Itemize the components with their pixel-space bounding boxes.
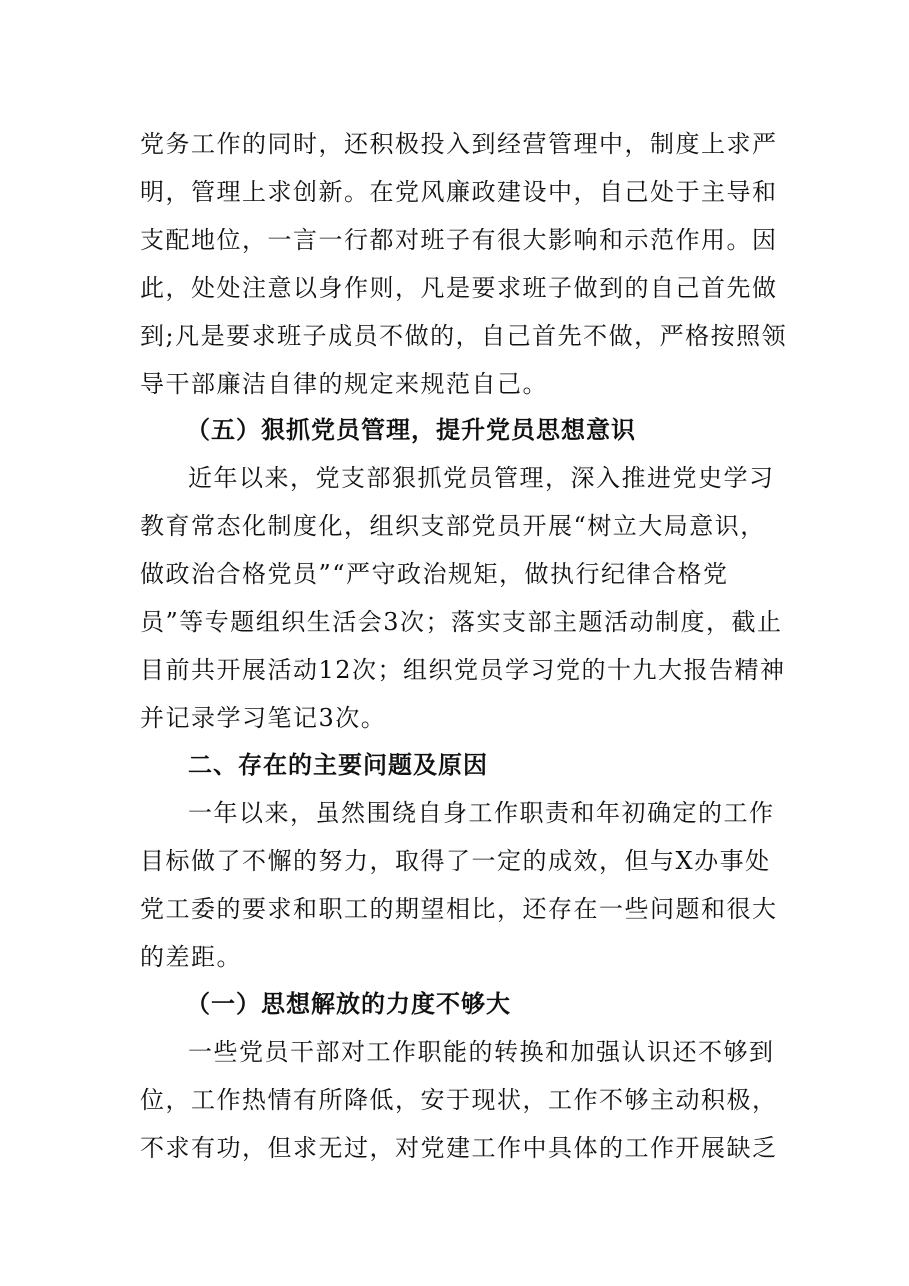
- paragraph-line: 并记录学习笔记3次。: [140, 704, 387, 732]
- paragraph-line: 近年以来，党支部狠抓党员管理，深入推进党史学习: [188, 464, 775, 492]
- paragraph-line: 目前共开展活动12次；组织党员学习党的十九大报告精神: [140, 656, 786, 684]
- paragraph-line: 一年以来，虽然围绕自身工作职责和年初确定的工作: [188, 799, 775, 827]
- paragraph-line: 支配地位，一言一行都对班子有很大影响和示范作用。因: [140, 226, 778, 254]
- subsection-heading: （一）思想解放的力度不够大: [186, 990, 511, 1018]
- subsection-heading: （五）狠抓党员管理，提升党员思想意识: [186, 416, 636, 444]
- paragraph-line: 导干部廉洁自律的规定来规范自己。: [140, 370, 548, 398]
- paragraph-line: 一些党员干部对工作职能的转换和加强认识还不够到: [188, 1038, 775, 1066]
- paragraph-line: 明，管理上求创新。在党风廉政建设中，自己处于主导和: [140, 178, 778, 206]
- paragraph-line: 教育常态化制度化，组织支部党员开展“树立大局意识，: [140, 512, 766, 540]
- paragraph-line: 党务工作的同时，还积极投入到经营管理中，制度上求严: [140, 130, 778, 158]
- paragraph-line: 此，处处注意以身作则，凡是要求班子做到的自己首先做: [140, 274, 778, 302]
- paragraph-line: 党工委的要求和职工的期望相比，还存在一些问题和很大: [140, 895, 778, 923]
- paragraph-line: 员”等专题组织生活会3次；落实支部主题活动制度，截止: [140, 608, 783, 636]
- section-heading: 二、存在的主要问题及原因: [188, 751, 488, 779]
- paragraph-line: 位，工作热情有所降低，安于现状，工作不够主动积极，: [140, 1086, 778, 1114]
- paragraph-line: 做政治合格党员”“严守政治规矩，做执行纪律合格党: [140, 560, 729, 588]
- paragraph-line: 不求有功，但求无过，对党建工作中具体的工作开展缺乏: [140, 1134, 778, 1162]
- paragraph-line: 目标做了不懈的努力，取得了一定的成效，但与X办事处: [140, 847, 771, 875]
- paragraph-line: 到;凡是要求班子成员不做的，自己首先不做，严格按照领: [140, 322, 788, 350]
- paragraph-line: 的差距。: [140, 943, 242, 971]
